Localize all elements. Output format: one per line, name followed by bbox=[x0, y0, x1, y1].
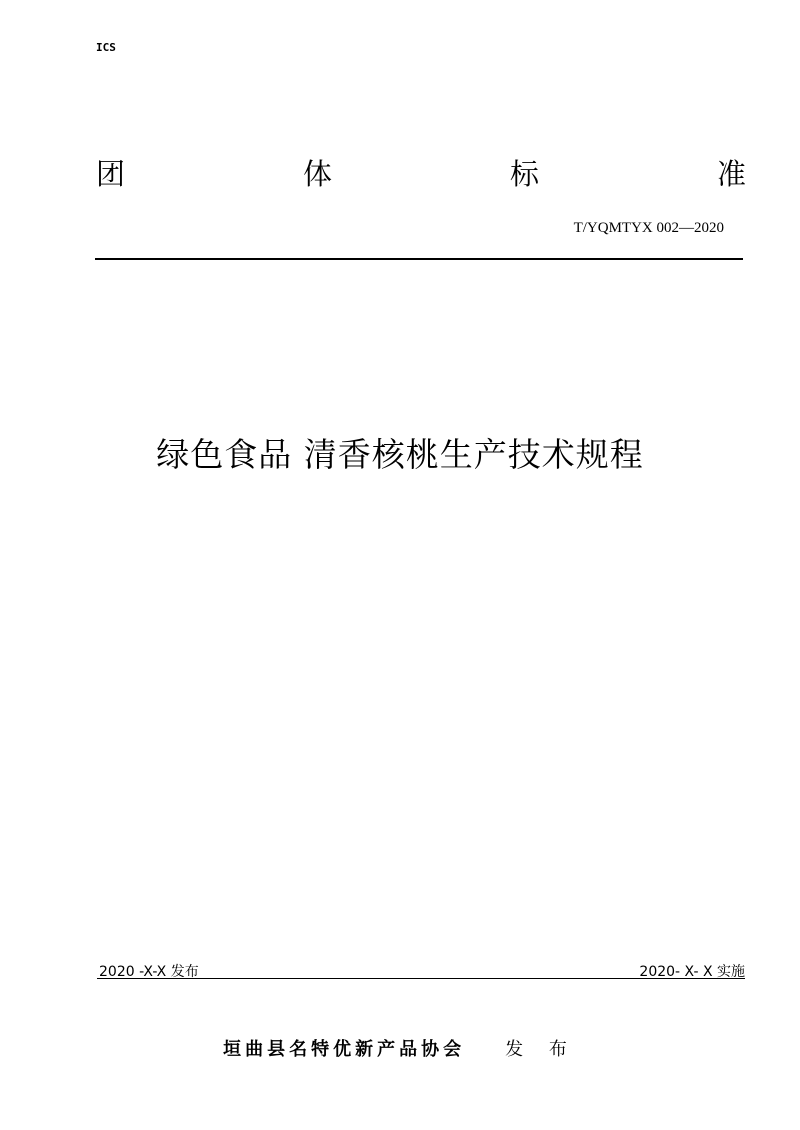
footer-divider bbox=[97, 978, 745, 979]
header-divider bbox=[95, 258, 743, 260]
ics-label: ICS bbox=[96, 41, 116, 54]
publisher-name: 垣曲县名特优新产品协会 bbox=[223, 1039, 466, 1060]
document-title: 绿色食品 清香核桃生产技术规程 bbox=[156, 435, 644, 474]
standard-type-char-4: 准 bbox=[716, 157, 746, 191]
standard-code: T/YQMTYX 002—2020 bbox=[573, 220, 724, 236]
date-row bbox=[97, 962, 745, 982]
standard-type-char-2: 体 bbox=[302, 157, 332, 191]
implement-date: 2020- X- X 实施 bbox=[639, 964, 745, 980]
standard-type-char-3: 标 bbox=[509, 157, 539, 191]
publisher-line bbox=[0, 1038, 800, 1062]
standard-type-char-1: 团 bbox=[96, 157, 126, 191]
standard-type-heading bbox=[96, 156, 746, 192]
publish-date: 2020 -X-X 发布 bbox=[99, 964, 199, 980]
publisher-action: 发 布 bbox=[505, 1039, 577, 1060]
